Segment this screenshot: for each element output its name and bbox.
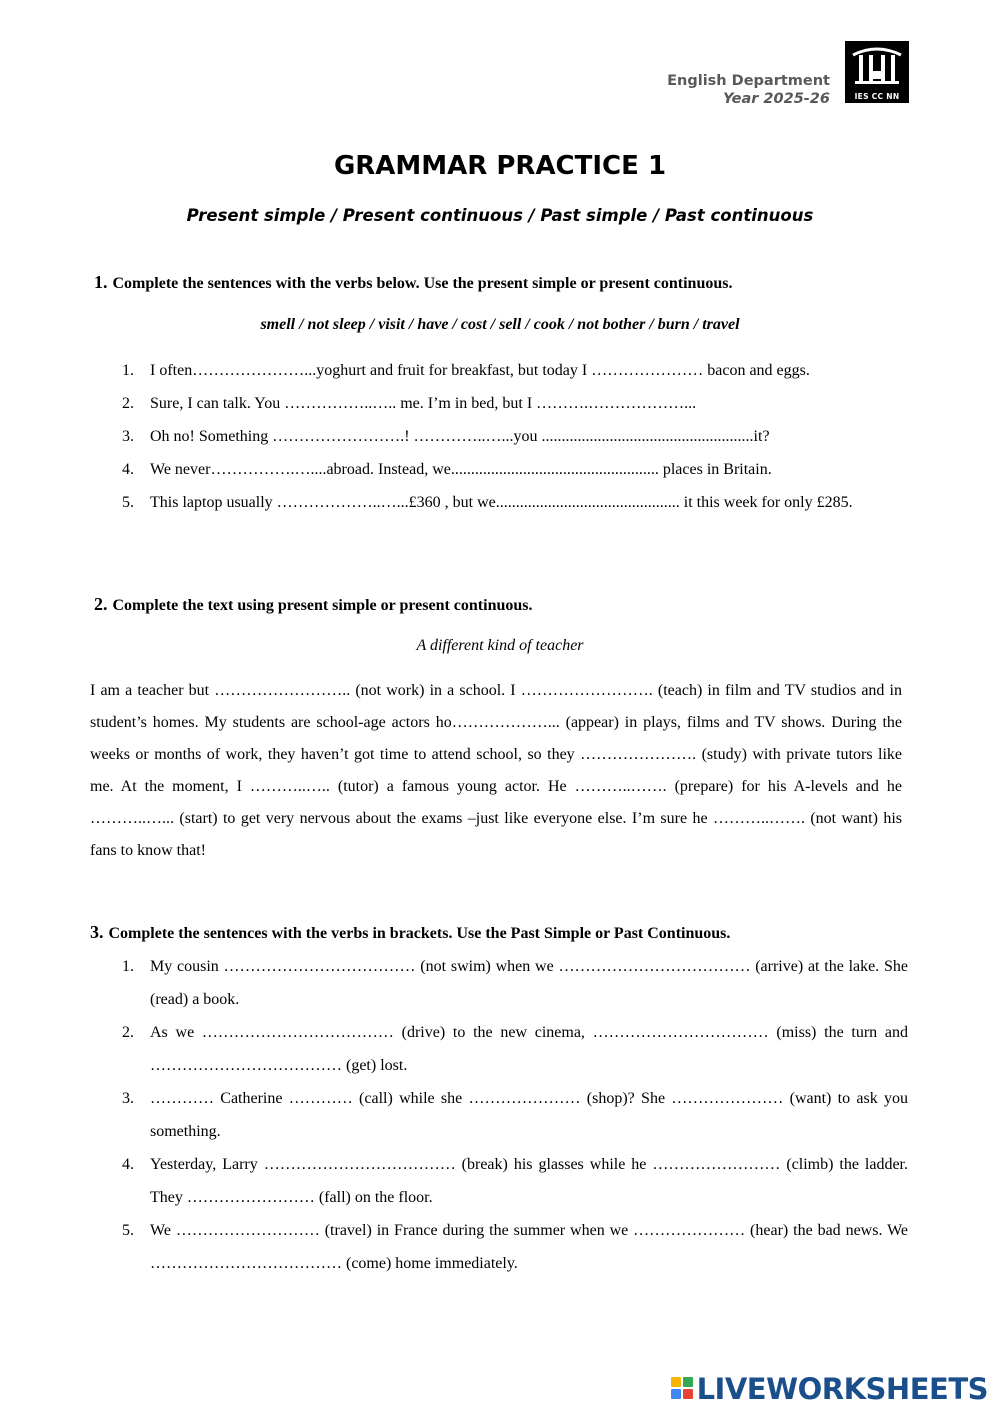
exercise-3-heading [90,922,730,943]
school-logo [845,41,909,103]
exercise-1-item-text: We never…………….…....abroad. Instead, we.................................................... places in Britain. [150,461,772,478]
page-subtitle: Present simple / Present continuous / Past simple / Past continuous [186,206,814,225]
exercise-1-number: 1. [94,272,108,292]
exercise-3-item [112,1148,908,1214]
exercise-1-item-text: Oh no! Something …………………….! …………..…...you .....................................................it? [150,428,770,445]
logo-text: IES CC NN [854,92,900,101]
liveworksheets-text: LIVEWORKSHEETS [696,1372,988,1406]
exercise-3-item-text: Yesterday, Larry ……………………………… (break) his glasses while he …………………… (climb) the ladder. They …………………… (fall) on the floor. [150,1156,908,1206]
exercise-3-item-number: 1. [122,958,134,975]
department-name: English Department [667,73,830,89]
exercise-1-list [112,354,912,519]
exercise-1-item [112,354,912,387]
exercise-3-item-number: 3. [122,1090,134,1107]
exercise-1-item-number: 2. [122,395,134,412]
exercise-3-instruction: Complete the sentences with the verbs in brackets. Use the Past Simple or Past Continuous. [108,925,731,942]
school-logo-icon [845,41,909,91]
exercise-3-item-number: 2. [122,1024,134,1041]
exercise-1-item-text: This laptop usually ………………..…...£360 , but we.............................................. it this week for only £285. [150,494,853,511]
page-title: GRAMMAR PRACTICE 1 [333,151,667,181]
exercise-3-item-text: As we ……………………………… (drive) to the new cinema, …………………………… (miss) the turn and ……………………………… (get) lost. [150,1024,908,1074]
exercise-2-instruction: Complete the text using present simple or present continuous. [112,597,533,614]
exercise-3-item-text: ………… Catherine ………… (call) while she ………………… (shop)? She ………………… (want) to ask you something. [150,1090,908,1140]
liveworksheets-logo-icon [671,1377,695,1401]
exercise-3-item [112,1082,908,1148]
exercise-1-item-number: 4. [122,461,134,478]
exercise-2-paragraph: I am a teacher but …………………….. (not work) in a school. I ……………………. (teach) in film and TV studios and in student’s homes. My students are school-age actors ho………………... (appear) in plays, films and TV shows. During the weeks or months of work, they haven’t got time to attend school, so they …………………. (study) with private tutors like me. At the moment, I ………..….. (tutor) a famous young actor. He ………..……. (prepare) for his A-levels and he ………..…... (start) to get very nervous about the exams –just like everyone else. I’m sure he ………..……. (not want) his fans to know that! [90,682,902,859]
exercise-1-item-number: 3. [122,428,134,445]
exercise-3-item-text: My cousin ……………………………… (not swim) when we ……………………………… (arrive) at the lake. She (read) a book. [150,958,908,1008]
exercise-1-item [112,486,912,519]
exercise-2-number: 2. [94,594,108,614]
exercise-1-word-bank: smell / not sleep / visit / have / cost / sell / cook / not bother / burn / travel [260,316,740,333]
exercise-1-item-number: 1. [122,362,134,379]
exercise-3-item-text: We ……………………… (travel) in France during the summer when we ………………… (hear) the bad news. We ……………………………… (come) home immediately. [150,1222,908,1272]
exercise-1-item-text: Sure, I can talk. You ……………..….. me. I’m in bed, but I ……….………………... [150,395,697,412]
exercise-1-item-text: I often…………………...yoghurt and fruit for breakfast, but today I ………………… bacon and eggs. [150,362,810,379]
exercise-1-item [112,387,912,420]
exercise-2-heading [94,594,533,615]
exercise-1-instruction: Complete the sentences with the verbs below. Use the present simple or present continuous. [112,275,733,292]
exercise-1-item-number: 5. [122,494,134,511]
school-year: Year 2025-26 [722,91,830,107]
exercise-3-item [112,1016,908,1082]
exercise-1-heading [94,272,732,293]
department-header [667,72,830,108]
exercise-3-item [112,1214,908,1280]
exercise-3-item-number: 4. [122,1156,134,1173]
exercise-2-text-title: A different kind of teacher [416,637,584,654]
exercise-3-number: 3. [90,922,104,942]
liveworksheets-watermark [671,1372,988,1406]
exercise-3-item [112,950,908,1016]
exercise-1-item [112,420,912,453]
exercise-1-item [112,453,912,486]
exercise-3-list [112,950,908,1280]
exercise-3-item-number: 5. [122,1222,134,1239]
